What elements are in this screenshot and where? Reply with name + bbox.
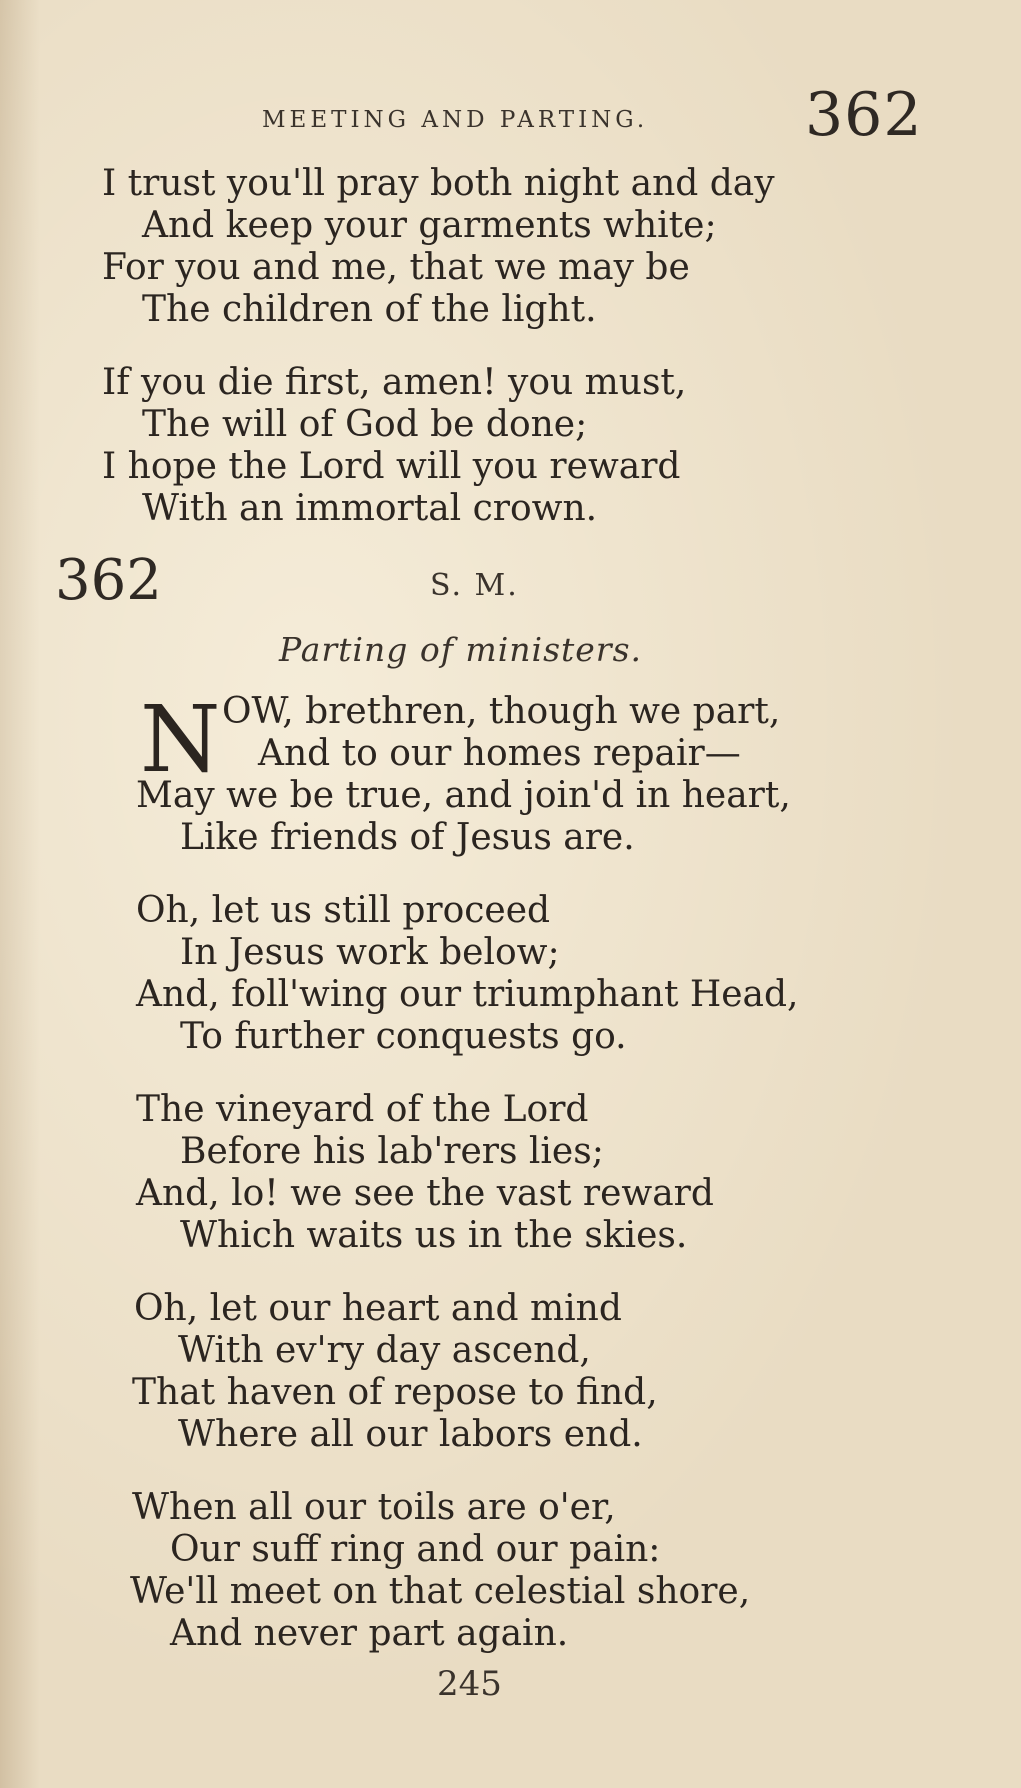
verse-line: For you and me, that we may be xyxy=(102,247,690,288)
verse-line: Our suff ring and our pain: xyxy=(170,1529,661,1570)
hymn-header xyxy=(55,548,755,618)
verse-line: And, lo! we see the vast reward xyxy=(136,1173,714,1214)
verse-line: I hope the Lord will you reward xyxy=(102,446,681,487)
verse-line: If you die first, amen! you must, xyxy=(102,362,687,403)
verse-line: Which waits us in the skies. xyxy=(180,1215,688,1256)
verse-line: The vineyard of the Lord xyxy=(136,1089,589,1130)
drop-cap: N xyxy=(140,686,221,793)
verse-line: When all our toils are o'er, xyxy=(132,1487,616,1528)
verse-line: In Jesus work below; xyxy=(180,932,560,973)
verse-line: Where all our labors end. xyxy=(178,1414,643,1455)
verse-line: We'll meet on that celestial shore, xyxy=(130,1571,751,1612)
verse-line: And to our homes repair— xyxy=(258,733,741,774)
verse-line: To further conquests go. xyxy=(180,1016,627,1057)
verse-line: And keep your garments white; xyxy=(142,205,717,246)
verse-line: And, foll'wing our triumphant Head, xyxy=(136,974,799,1015)
verse-line: I trust you'll pray both night and day xyxy=(102,163,775,204)
verse-line: Before his lab'rers lies; xyxy=(180,1131,604,1172)
hymn-subtitle: Parting of ministers. xyxy=(279,630,643,669)
verse-line: May we be true, and join'd in heart, xyxy=(136,775,791,816)
verse-line: The will of God be done; xyxy=(142,404,588,445)
verse-line: Like friends of Jesus are. xyxy=(180,817,635,858)
verse-line: And never part again. xyxy=(170,1613,569,1654)
running-title: MEETING AND PARTING. xyxy=(262,107,649,133)
verse-line: That haven of repose to find, xyxy=(132,1372,658,1413)
running-head xyxy=(0,80,1021,160)
verse-line: The children of the light. xyxy=(142,289,597,330)
verse-line: With ev'ry day ascend, xyxy=(178,1330,591,1371)
hymn-meter: S. M. xyxy=(430,568,519,603)
page-number: 245 xyxy=(437,1664,502,1704)
verse-line: With an immortal crown. xyxy=(142,488,598,529)
verse-line: Oh, let us still proceed xyxy=(136,890,551,931)
page-hymn-number: 362 xyxy=(805,80,923,150)
hymn-number: 362 xyxy=(55,548,162,613)
verse-line: Oh, let our heart and mind xyxy=(134,1288,622,1329)
verse-line: OW, brethren, though we part, xyxy=(222,691,781,732)
